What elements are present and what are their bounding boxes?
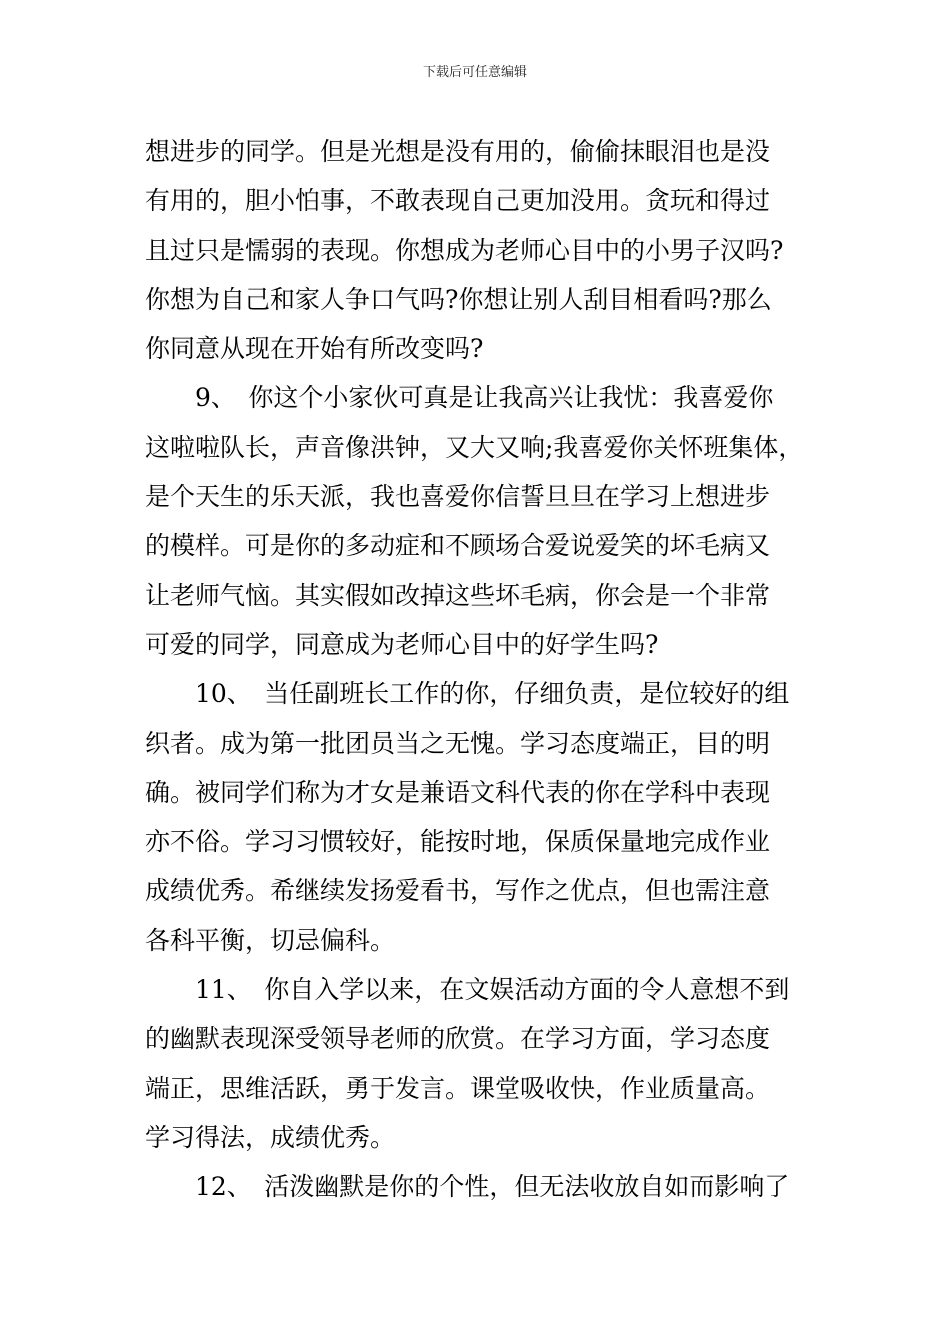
text-line: 你想为自己和家人争口气吗?你想让别人刮目相看吗?那么 — [145, 284, 772, 314]
text-line: 亦不俗。学习习惯较好，能按时地，保质保量地完成作业 — [145, 827, 771, 857]
text-line: 让老师气恼。其实假如改掉这些坏毛病，你会是一个非常 — [145, 580, 771, 610]
document-body — [145, 127, 815, 1212]
page-header: 下载后可任意编辑 — [422, 65, 527, 80]
text-line: 可爱的同学，同意成为老师心目中的好学生吗? — [145, 629, 659, 659]
text-line: 想进步的同学。但是光想是没有用的，偷偷抹眼泪也是没 — [145, 137, 771, 166]
text-line: 有用的，胆小怕事，不敢表现自己更加没用。贪玩和得过 — [145, 186, 771, 216]
text-line: 这啦啦队长，声音像洪钟，又大又响;我喜爱你关怀班集体， — [145, 432, 804, 462]
text-line: 12、 活泼幽默是你的个性，但无法收放自如而影响了 — [145, 1172, 790, 1202]
text-line: 端正，思维活跃，勇于发言。课堂吸收快，作业质量高。 — [145, 1073, 771, 1103]
text-line: 且过只是懦弱的表现。你想成为老师心目中的小男子汉吗? — [145, 235, 784, 265]
text-line: 确。被同学们称为才女是兼语文科代表的你在学科中表现 — [145, 777, 771, 807]
text-line: 是个天生的乐天派，我也喜爱你信誓旦旦在学习上想进步 — [145, 482, 771, 512]
text-line: 10、 当任副班长工作的你，仔细负责，是位较好的组 — [145, 679, 790, 709]
text-line: 9、 你这个小家伙可真是让我高兴让我忧：我喜爱你 — [145, 383, 774, 413]
text-line: 各科平衡，切忌偏科。 — [145, 925, 396, 955]
text-line: 成绩优秀。希继续发扬爱看书，写作之优点，但也需注意 — [145, 876, 771, 906]
text-line: 织者。成为第一批团员当之无愧。学习态度端正，目的明 — [145, 728, 771, 758]
text-line: 你同意从现在开始有所改变吗? — [145, 334, 484, 364]
text-line: 11、 你自入学以来，在文娱活动方面的令人意想不到 — [145, 975, 790, 1005]
text-line: 学习得法，成绩优秀。 — [145, 1122, 396, 1152]
text-line: 的幽默表现深受领导老师的欣赏。在学习方面，学习态度 — [145, 1024, 771, 1054]
text-line: 的模样。可是你的多动症和不顾场合爱说爱笑的坏毛病又 — [145, 531, 771, 561]
